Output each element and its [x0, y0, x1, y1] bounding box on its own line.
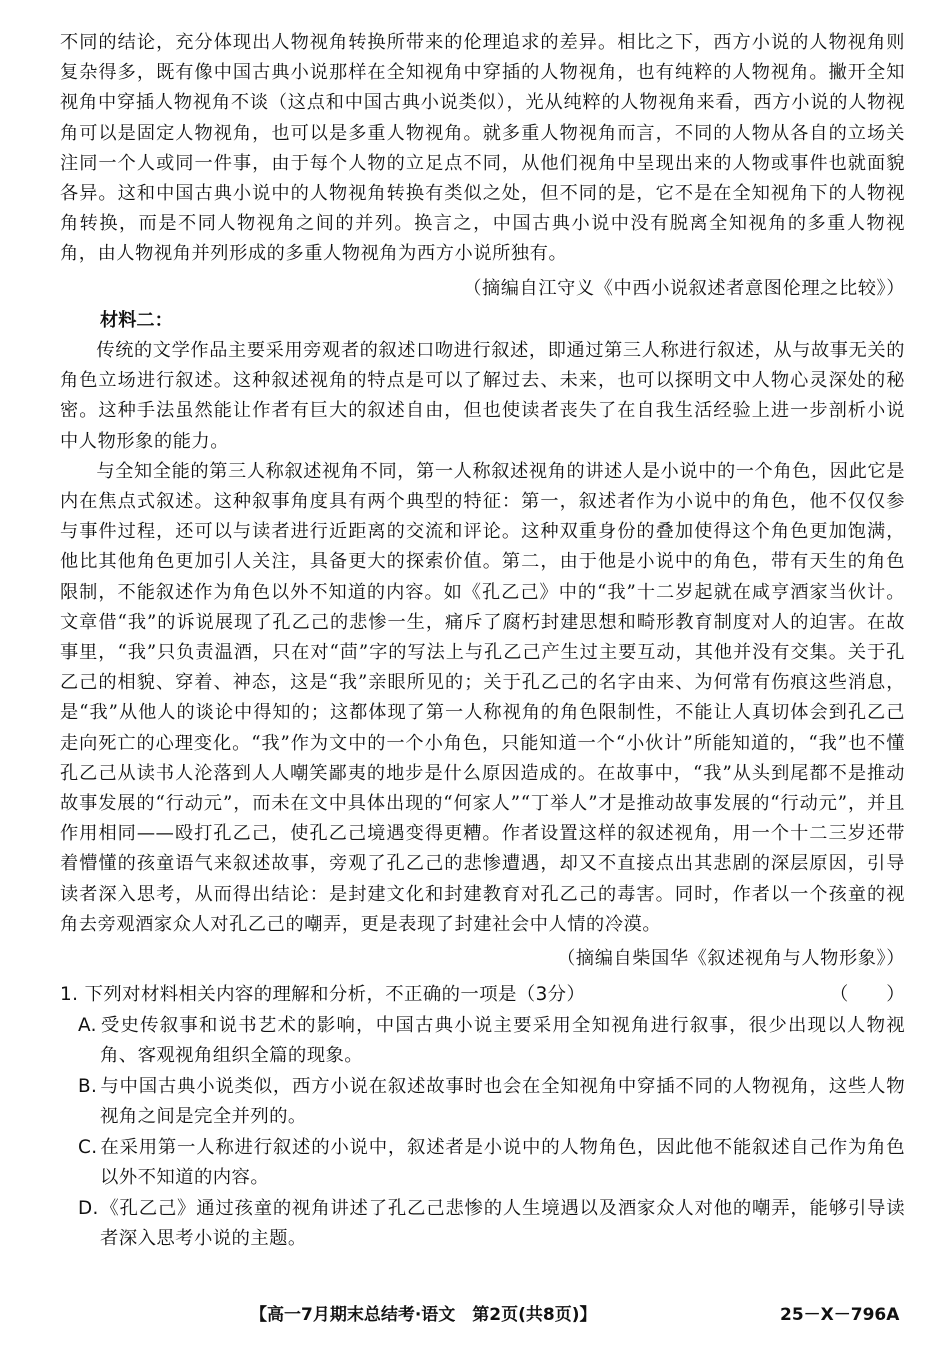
option-label: A.	[78, 1014, 97, 1036]
option-text: 受史传叙事和说书艺术的影响，中国古典小说主要采用全知视角进行叙事，很少出现以人物视角、客观视角组织全篇的现象。	[100, 1014, 905, 1067]
option-d	[60, 1194, 905, 1255]
question-1	[60, 980, 905, 1011]
option-text: 与中国古典小说类似，西方小说在叙述故事时也会在全知视角中穿插不同的人物视角，这些人物视角之间是完全并列的。	[100, 1075, 905, 1128]
option-text: 《孔乙己》通过孩童的视角讲述了孔乙己悲惨的人生境遇以及酒家众人对他的嘲弄，能够引导读者深入思考小说的主题。	[100, 1197, 905, 1250]
option-c	[60, 1133, 905, 1194]
option-b	[60, 1072, 905, 1133]
material2-paragraph-2: 与全知全能的第三人称叙述视角不同，第一人称叙述视角的讲述人是小说中的一个角色，因此它是内在焦点式叙述。这种叙事角度具有两个典型的特征：第一，叙述者作为小说中的角色，他不仅仅参与事件过程，还可以与读者进行近距离的交流和评论。这种双重身份的叠加使得这个角色更加饱满，他比其他角色更加引人关注，具备更大的探索价值。第二，由于他是小说中的角色，带有天生的角色限制，不能叙述作为角色以外不知道的内容。如《孔乙己》中的“我”十二岁起就在咸亨酒家当伙计。文章借“我”的诉说展现了孔乙己的悲惨一生，痛斥了腐朽封建思想和畸形教育制度对人的迫害。在故事里，“我”只负责温酒，只在对“茴”字的写法上与孔乙己产生过主要互动，其他并没有交集。关于孔乙己的相貌、穿着、神态，这是“我”亲眼所见的；关于孔乙己的名字由来、为何常有伤痕这些消息，是“我”从他人的谈论中得知的；这都体现了第一人称视角的角色限制性，不能让人真切体会到孔乙己走向死亡的心理变化。“我”作为文中的一个小角色，只能知道一个“小伙计”所能知道的，“我”也不懂孔乙己从读书人沦落到人人嘲笑鄙夷的地步是什么原因造成的。在故事中，“我”从头到尾都不是推动故事发展的“行动元”，而未在文中具体出现的“何家人”“丁举人”才是推动故事发展的“行动元”，并且作用相同——殴打孔乙己，使孔乙己境遇变得更糟。作者设置这样的叙述视角，用一个十二三岁还带着懵懂的孩童语气来叙述故事，旁观了孔乙己的悲惨遭遇，却又不直接点出其悲剧的深层原因，引导读者深入思考，从而得出结论：是封建文化和封建教育对孔乙己的毒害。同时，作者以一个孩童的视角去旁观酒家众人对孔乙己的嘲弄，更是表现了封建社会中人情的冷漠。	[60, 460, 905, 935]
material2-heading: 材料二：	[100, 309, 173, 331]
exam-page	[60, 28, 905, 1255]
source-citation-1: （摘编自江守义《中西小说叙述者意图伦理之比较》）	[463, 277, 905, 299]
question-stem: 1. 下列对材料相关内容的理解和分析，不正确的一项是（3分）	[60, 984, 586, 1006]
option-label: C.	[78, 1136, 98, 1158]
answer-blank: （ ）	[829, 984, 905, 1006]
option-a	[60, 1011, 905, 1072]
source-citation-2: （摘编自柴国华《叙述视角与人物形象》）	[557, 948, 905, 970]
footer-page-info: 【高一7月期末总结考·语文 第2页(共8页)】	[250, 1305, 597, 1325]
option-label: B.	[78, 1075, 98, 1097]
material1-tail-paragraph: 不同的结论，充分体现出人物视角转换所带来的伦理追求的差异。相比之下，西方小说的人物视角则复杂得多，既有像中国古典小说那样在全知视角中穿插的人物视角，也有纯粹的人物视角。撇开全知视角中穿插人物视角不谈（这点和中国古典小说类似），光从纯粹的人物视角来看，西方小说的人物视角可以是固定人物视角，也可以是多重人物视角。就多重人物视角而言，不同的人物从各自的立场关注同一个人或同一件事，由于每个人物的立足点不同，从他们视角中呈现出来的人物或事件也就面貌各异。这和中国古典小说中的人物视角转换有类似之处，但不同的是，它不是在全知视角下的人物视角转换，而是不同人物视角之间的并列。换言之，中国古典小说中没有脱离全知视角的多重人物视角，由人物视角并列形成的多重人物视角为西方小说所独有。	[60, 32, 905, 265]
option-text: 在采用第一人称进行叙述的小说中，叙述者是小说中的人物角色，因此他不能叙述自己作为角色以外不知道的内容。	[100, 1136, 905, 1189]
option-label: D.	[78, 1197, 99, 1219]
material2-paragraph-1: 传统的文学作品主要采用旁观者的叙述口吻进行叙述，即通过第三人称进行叙述，从与故事无关的角色立场进行叙述。这种叙述视角的特点是可以了解过去、未来，也可以探明文中人物心灵深处的秘密。这种手法虽然能让作者有巨大的叙述自由，但也使读者丧失了在自我生活经验上进一步剖析小说中人物形象的能力。	[60, 340, 905, 452]
footer-exam-code: 25－X－796A	[780, 1305, 900, 1325]
